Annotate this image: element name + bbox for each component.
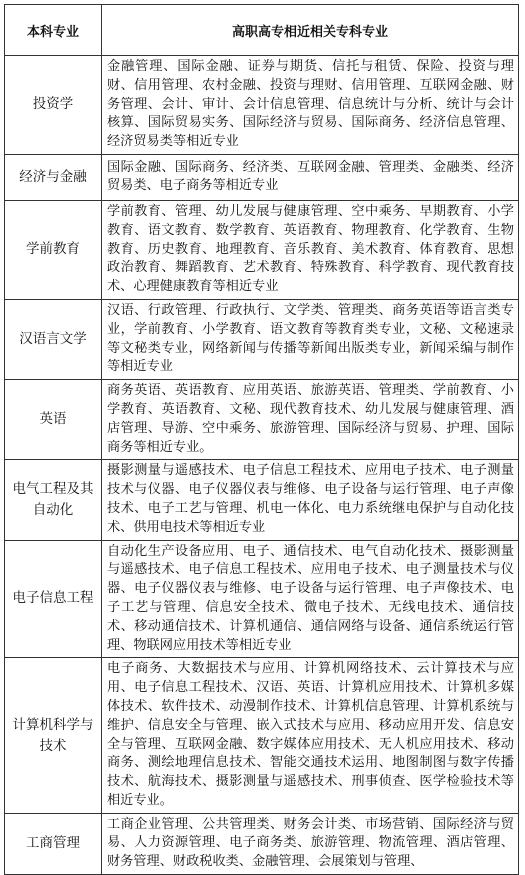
table-row — [5, 380, 519, 460]
table-row — [5, 540, 519, 658]
major-cell: 投资学 — [5, 56, 102, 155]
table-row — [5, 154, 519, 200]
related-majors-cell: 学前教育、管理、幼儿发展与健康管理、空中乘务、早期教育、小学教育、语文教育、数学教育、英语教育、物理教育、化学教育、生物教育、历史教育、地理教育、音乐教育、美术教育、体育教育、思想政治教育、舞蹈教育、艺术教育、特殊教育、科学教育、现代教育技术、心理健康教育等相近专业 — [102, 200, 519, 299]
major-cell: 计算机科学与技术 — [5, 658, 102, 813]
related-majors-cell: 摄影测量与遥感技术、电子信息工程技术、应用电子技术、电子测量技术与仪器、电子仪器仪表与维修、电子设备与运行管理、电子声像技术、电子工艺与管理、机电一体化、电力系统继电保护与自动化技术、供用电技术等相近专业 — [102, 460, 519, 540]
related-majors-cell: 电子商务、大数据技术与应用、计算机网络技术、云计算技术与应用、电子信息工程技术、汉语、英语、计算机应用技术、计算机多媒体技术、软件技术、动漫制作技术、计算机信息管理、计算机系统与维护、信息安全与管理、嵌入式技术与应用、移动应用开发、信息安全与管理、互联网金融、数字媒体应用技术、无人机应用技术、移动商务、测绘地理信息技术、智能交通技术运用、地图制图与数字传播技术、航海技术、摄影测量与遥感技术、刑事侦查、医学检验技术等相近专业。 — [102, 658, 519, 813]
major-cell: 电气工程及其自动化 — [5, 460, 102, 540]
major-cell: 英语 — [5, 380, 102, 460]
document-page — [4, 4, 519, 875]
related-majors-cell: 自动化生产设备应用、电子、通信技术、电气自动化技术、摄影测量与遥感技术、电子信息工程技术、应用电子技术、电子测量技术与仪器、电子仪器仪表与维修、电子设备与运行管理、电子声像技术、电子工艺与管理、信息安全技术、微电子技术、无线电技术、通信技术、移动通信技术、计算机通信、通信网络与设备、通信系统运行管理、物联网应用技术等相近专业 — [102, 540, 519, 658]
table-header-row — [5, 5, 519, 56]
major-cell: 汉语言文学 — [5, 299, 102, 379]
table-row — [5, 460, 519, 540]
header-undergraduate-major: 本科专业 — [5, 5, 102, 56]
table-row — [5, 200, 519, 299]
related-majors-cell: 汉语、行政管理、行政执行、文学类、管理类、商务英语等语言类专业，学前教育、小学教育、语文教育等教育类专业，文秘、文秘速录等文秘类专业，网络新闻与传播等新闻出版类专业，新闻采编与制作等相近专业 — [102, 299, 519, 379]
major-cell: 工商管理 — [5, 813, 102, 874]
related-majors-cell: 国际金融、国际商务、经济类、互联网金融、管理类、金融类、经济贸易类、电子商务等相近专业 — [102, 154, 519, 200]
related-majors-cell: 商务英语、英语教育、应用英语、旅游英语、管理类、学前教育、小学教育、英语教育、文秘、现代教育技术、幼儿发展与健康管理、酒店管理、导游、空中乘务、旅游管理、国际经济与贸易、护理、国际商务等相近专业。 — [102, 380, 519, 460]
major-cell: 经济与金融 — [5, 154, 102, 200]
table-row — [5, 658, 519, 813]
major-cell: 学前教育 — [5, 200, 102, 299]
major-cell: 电子信息工程 — [5, 540, 102, 658]
table-row — [5, 56, 519, 155]
table-row — [5, 813, 519, 874]
related-majors-cell: 金融管理、国际金融、证券与期货、信托与租赁、保险、投资与理财、信用管理、农村金融、投资与理财、信用管理、互联网金融、财务管理、会计、审计、会计信息管理、信息统计与分析、统计与会计核算、国际贸易实务、国际经济与贸易、国际商务、经济信息管理、经济贸易类等相近专业 — [102, 56, 519, 155]
related-majors-cell: 工商企业管理、公共管理类、财务会计类、市场营销、国际经济与贸易、人力资源管理、电子商务类、旅游管理、物流管理、酒店管理、财务管理、财政税收类、金融管理、会展策划与管理、 — [102, 813, 519, 874]
major-mapping-table — [4, 4, 519, 875]
table-row — [5, 299, 519, 379]
header-related-vocational-majors: 高职高专相近相关专科专业 — [102, 5, 519, 56]
